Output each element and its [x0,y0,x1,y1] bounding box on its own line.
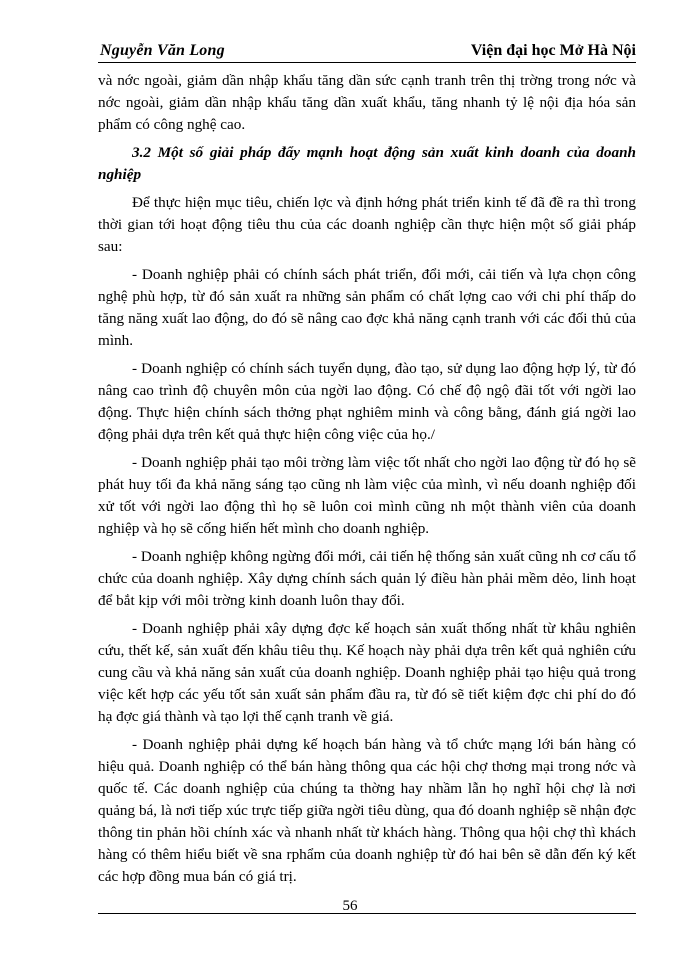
body-paragraph: - Doanh nghiệp không ngừng đổi mới, cải tiến hệ thống sản xuất cũng nh cơ cấu tổ chức của doanh nghiệp. Xây dựng chính sách quản lý điều hàn phải mềm dẻo, linh hoạt để bắt kịp với môi trờng kinh doanh luôn thay đổi. [98,548,636,609]
body-paragraph: - Doanh nghiệp phải dựng kế hoạch bán hàng và tổ chức mạng lới bán hàng có hiệu quả. Doanh nghiệp có thể bán hàng thông qua các hội chợ thơng mại trong nớc và quốc tế. Các doanh nghiệp của chúng ta thờng hay nhầm lẫn họ nghĩ hội chợ là nơi quảng bá, là nơi tiếp xúc trực tiếp giữa ngời tiêu dùng, qua đó doanh nghiệp sẽ nhận đợc thông tin phản hồi chính xác và nhanh nhất từ khách hàng. Thông qua hội chợ thì khách hàng có thêm hiểu biết về sna rphẩm của doanh nghiệp từ đó hai bên sẽ dẫn đến ký kết các hợp đồng mua bán có giá trị. [98,736,636,885]
header-author: Nguyễn Văn Long [100,42,225,59]
section-heading: 3.2 Một số giải pháp đẩy mạnh hoạt động sản xuất kinh doanh của doanh nghiệp [98,144,636,183]
page-number: 56 [342,898,358,914]
page-header [98,38,636,63]
lead-paragraph: Để thực hiện mục tiêu, chiến lợc và định hớng phát triển kinh tế đã đề ra thì trong thời gian tới hoạt động tiêu thu của các doanh nghiệp cần thực hiện một số giải pháp sau: [98,194,636,255]
footer-divider [98,913,636,914]
body-paragraph: - Doanh nghiệp phải có chính sách phát triển, đổi mới, cải tiến và lựa chọn công nghệ phù hợp, từ đó sản xuất ra những sản phẩm có chất lợng cao với chi phí thấp do tăng năng xuất lao động, do đó sẽ nâng cao đợc khả năng cạnh tranh với các đối thủ của mình. [98,266,636,349]
body-paragraph: - Doanh nghiệp có chính sách tuyển dụng, đào tạo, sử dụng lao động hợp lý, từ đó nâng cao trình độ chuyên môn của ngời lao động. Có chế độ ngộ đãi tốt với ngời lao động. Thực hiện chính sách thởng phạt nghiêm minh và công bằng, đánh giá ngời lao động phải dựa trên kết quả thực hiện công việc của họ./ [98,360,636,443]
body-paragraph: - Doanh nghiệp phải tạo môi trờng làm việc tốt nhất cho ngời lao động từ đó họ sẽ phát huy tối đa khả năng sáng tạo cũng nh làm việc của mình, vì nếu doanh nghiệp đối xử tốt với ngời lao động thì họ sẽ luôn coi mình cũng nh một thành viên của doanh nghiệp và họ sẽ cống hiến hết mình cho doanh nghiệp. [98,454,636,537]
document-body [98,70,636,894]
intro-paragraph: và nớc ngoài, giảm dần nhập khẩu tăng dần sức cạnh tranh trên thị trờng trong nớc và nớc ngoài, giảm dần nhập khẩu tăng dần xuất khẩu, tăng nhanh tỷ lệ nội địa hóa sản phẩm có công nghệ cao. [98,72,636,133]
body-paragraph: - Doanh nghiệp phải xây dựng đợc kế hoạch sản xuất thống nhất từ khâu nghiên cứu, thết kế, sản xuất đến khâu tiêu thụ. Kế hoạch này phải dựa trên kết quả nghiên cứu cung cầu và khả năng sản xuất của doanh nghiệp. Doanh nghiệp phải tạo hiệu quả trong việc kết hợp các yếu tốt sản xuất sản phẩm đầu ra, từ đó sẽ tiết kiệm đợc chi phí do đó hạ đợc giá thành và tạo lợi thế cạnh tranh về giá. [98,620,636,725]
header-institution: Viện đại học Mở Hà Nội [470,42,636,59]
